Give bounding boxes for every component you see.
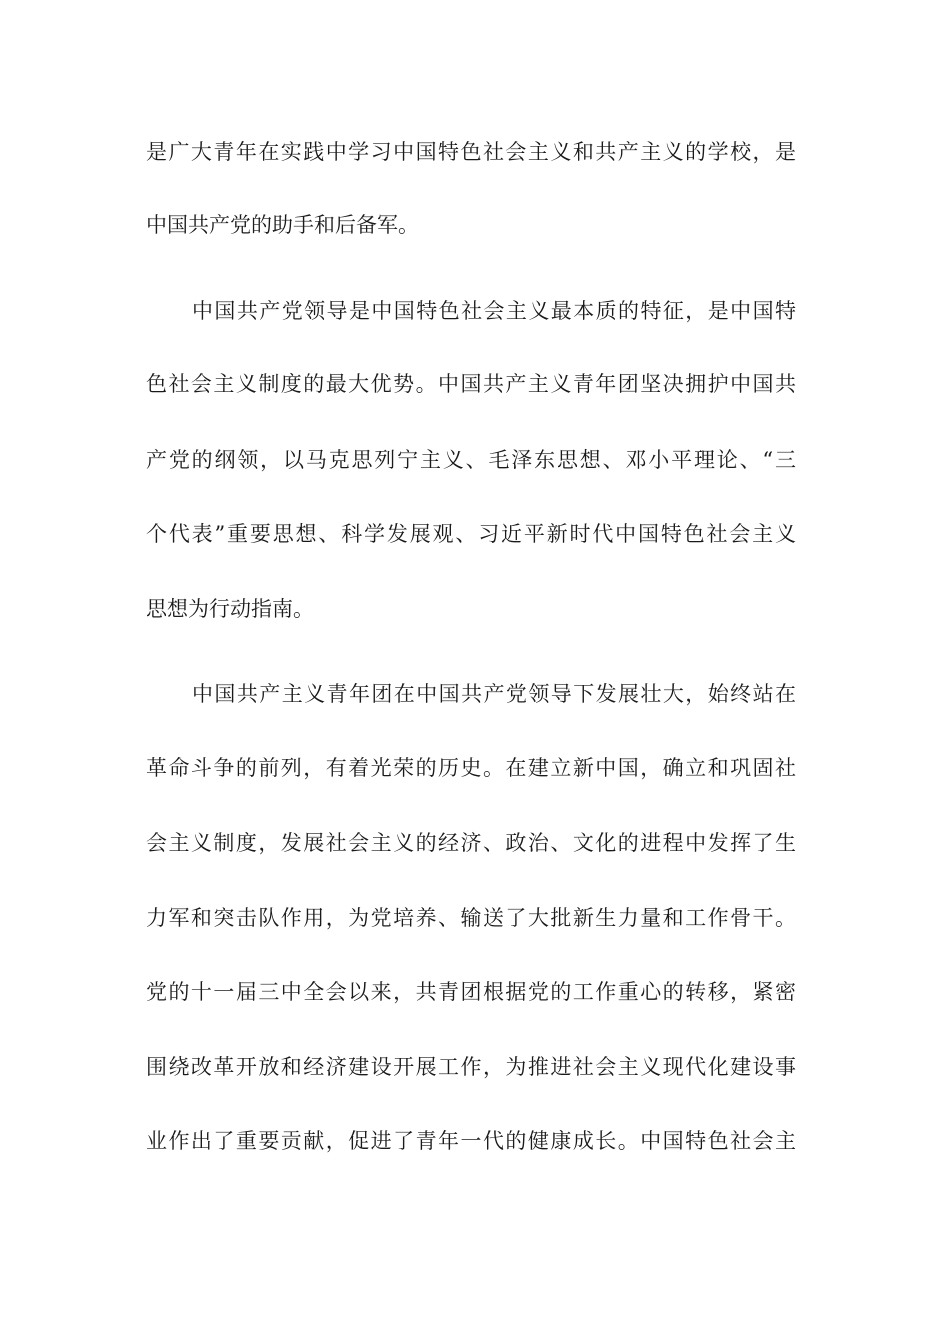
paragraph-first-line: 中国共产主义青年团在中国共产党领导下发展壮大，始终站在: [192, 682, 796, 706]
text-line: 围绕改革开放和经济建设开展工作，为推进社会主义现代化建设事: [146, 1055, 796, 1079]
text-line: 个代表”重要思想、科学发展观、习近平新时代中国特色社会主义: [146, 522, 796, 546]
text-line: 力军和突击队作用，为党培养、输送了大批新生力量和工作骨干。: [146, 906, 796, 930]
text-line: 思想为行动指南。: [146, 597, 314, 621]
text-line: 党的十一届三中全会以来，共青团根据党的工作重心的转移，紧密: [146, 980, 796, 1004]
text-line: 业作出了重要贡献，促进了青年一代的健康成长。中国特色社会主: [146, 1129, 796, 1153]
text-line: 革命斗争的前列，有着光荣的历史。在建立新中国，确立和巩固社: [146, 756, 796, 780]
text-line: 色社会主义制度的最大优势。中国共产主义青年团坚决拥护中国共: [146, 372, 796, 396]
text-line: 产党的纲领，以马克思列宁主义、毛泽东思想、邓小平理论、“三: [146, 448, 796, 472]
text-line: 会主义制度，发展社会主义的经济、政治、文化的进程中发挥了生: [146, 831, 796, 855]
paragraph-first-line: 中国共产党领导是中国特色社会主义最本质的特征，是中国特: [192, 299, 796, 323]
text-line: 是广大青年在实践中学习中国特色社会主义和共产主义的学校，是: [146, 140, 796, 164]
text-line: 中国共产党的助手和后备军。: [146, 213, 419, 237]
